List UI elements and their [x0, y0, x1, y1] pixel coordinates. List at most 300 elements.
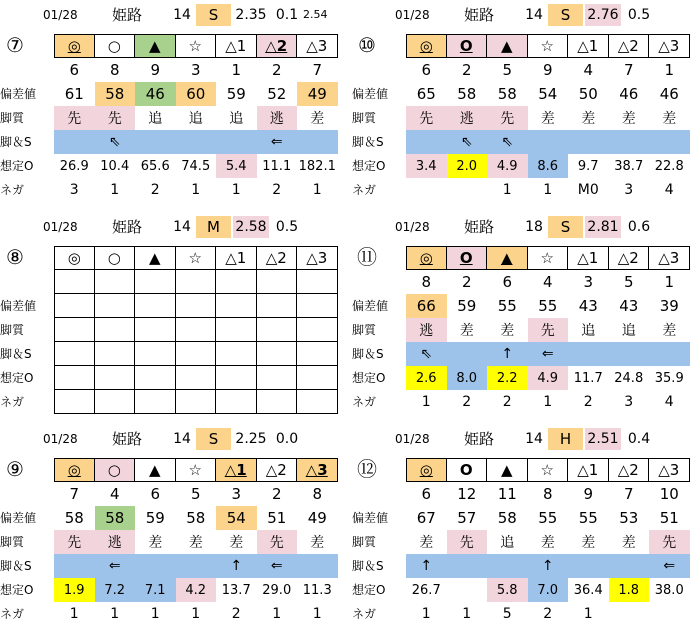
odds-cell: 65.6 — [140, 158, 170, 174]
mark-cell: ▲ — [487, 34, 528, 58]
horse-number-cell: 7 — [623, 485, 634, 503]
race-grade-value: 2.35 — [235, 7, 267, 23]
arrow-cell — [609, 130, 650, 154]
race-extra-value: 0.5 — [627, 7, 651, 23]
mark-cell: O — [447, 458, 488, 482]
running-style-cell: 先 — [54, 530, 95, 554]
horse-number-cell: 2 — [271, 61, 282, 79]
horse-number-cell: 5 — [190, 485, 201, 503]
hensachi-cell: 59 — [226, 85, 246, 103]
empty-cell — [54, 318, 95, 342]
arrow-cell — [297, 130, 338, 154]
hensachi-cell: 61 — [64, 85, 84, 103]
running-style-cell: 先 — [447, 530, 488, 554]
empty-cell — [54, 294, 95, 318]
race-date: 01/28 — [395, 8, 430, 22]
empty-cell — [135, 390, 176, 414]
hensachi-cell: 58 — [186, 509, 206, 527]
race-date: 01/28 — [43, 8, 78, 22]
race-row-marks — [352, 458, 680, 482]
mark-cell: △3 — [649, 34, 690, 58]
race-number-circle: ⑪ — [357, 245, 377, 269]
mark-cell: ◎ — [54, 458, 95, 482]
horse-number-cell: 2 — [461, 273, 472, 291]
row-label: 偏差値 — [352, 87, 389, 101]
nega-cell: 1 — [272, 606, 282, 622]
odds-cell: 8.0 — [447, 366, 488, 390]
horse-number-cell: 3 — [583, 273, 594, 291]
hensachi-cell: 65 — [416, 85, 436, 103]
race-heads: 14 — [173, 7, 191, 23]
race-row-marks — [0, 246, 328, 270]
race-extra-value: 0.0 — [275, 431, 299, 447]
arrow-cell: ⇐ — [270, 134, 283, 150]
horse-number-cell: 7 — [69, 485, 80, 503]
row-label: 想定O — [352, 583, 386, 597]
empty-cell — [135, 342, 176, 366]
running-style-cell: 追 — [621, 323, 636, 339]
nega-cell: 4 — [664, 394, 674, 410]
arrow-cell: ↑ — [230, 558, 243, 574]
hensachi-cell: 51 — [659, 509, 679, 527]
odds-cell: 3.4 — [406, 154, 447, 178]
empty-cell — [216, 270, 257, 294]
race-date: 01/28 — [43, 220, 78, 234]
race-grade-badge: M — [196, 216, 231, 238]
empty-cell — [297, 366, 338, 390]
mark-cell: ◎ — [406, 34, 447, 58]
hensachi-cell: 55 — [497, 297, 517, 315]
nega-cell: 1 — [110, 182, 120, 198]
horse-number-cell: 4 — [109, 485, 120, 503]
running-style-cell: 逃 — [447, 106, 488, 130]
nega-cell: 1 — [69, 606, 79, 622]
race-row-horse_no — [352, 482, 679, 506]
running-style-cell: 差 — [148, 535, 163, 551]
race-grade-value: 2.51 — [585, 428, 621, 450]
odds-cell: 35.9 — [654, 370, 684, 386]
arrow-cell — [649, 130, 690, 154]
odds-cell: 26.9 — [59, 158, 89, 174]
horse-number-cell: 6 — [502, 273, 513, 291]
arrow-cell — [447, 342, 488, 366]
odds-cell: 22.8 — [654, 158, 684, 174]
race-heads: 14 — [525, 431, 543, 447]
race-extra-value-2 — [655, 428, 683, 450]
hensachi-cell: 58 — [497, 509, 517, 527]
race-course: 姫路 — [112, 6, 143, 24]
race-row-hensachi — [352, 294, 679, 318]
mark-cell: △2 — [609, 34, 650, 58]
running-style-cell: 差 — [188, 535, 203, 551]
running-style-cell: 先 — [649, 530, 690, 554]
empty-cell — [176, 366, 217, 390]
row-label: 偏差値 — [0, 299, 37, 313]
nega-cell: 2 — [583, 394, 593, 410]
row-label: ネガ — [352, 607, 377, 621]
empty-cell — [95, 318, 136, 342]
row-label: 脚＆S — [0, 135, 32, 149]
mark-cell: △3 — [297, 34, 338, 58]
odds-cell: 1.9 — [54, 578, 95, 602]
race-header — [352, 428, 674, 450]
hensachi-cell: 55 — [578, 509, 598, 527]
arrow-cell — [176, 554, 217, 578]
odds-cell: 10.4 — [100, 158, 130, 174]
race-grade-value: 2.81 — [585, 216, 621, 238]
row-label: ネガ — [0, 607, 25, 621]
mark-cell: △1 — [216, 34, 257, 58]
hensachi-cell: 55 — [538, 297, 558, 315]
race-row-arrows — [352, 342, 674, 366]
running-style-cell: 差 — [621, 535, 636, 551]
running-style-cell: 追 — [581, 323, 596, 339]
mark-cell: ◎ — [54, 34, 95, 58]
odds-cell: 74.5 — [181, 158, 211, 174]
race-row-odds — [352, 154, 684, 178]
empty-cell — [95, 342, 136, 366]
race-grade-badge: S — [196, 4, 231, 26]
empty-cell — [216, 366, 257, 390]
nega-cell: 3 — [624, 394, 634, 410]
empty-cell — [176, 342, 217, 366]
horse-number-cell: 7 — [312, 61, 323, 79]
race-row-horse_no — [0, 270, 322, 294]
nega-cell: 1 — [421, 394, 431, 410]
horse-number-cell: 6 — [150, 485, 161, 503]
race-extra-value-2 — [655, 4, 683, 26]
nega-cell: 2 — [543, 606, 553, 622]
race-extra-value-2 — [655, 216, 683, 238]
mark-cell: ☆ — [176, 34, 217, 58]
horse-number-cell: 8 — [542, 485, 553, 503]
race-extra-value: 0.1 — [275, 7, 299, 23]
hensachi-cell: 54 — [216, 506, 257, 530]
race-row-style — [0, 530, 325, 554]
row-label: ネガ — [0, 183, 25, 197]
arrow-cell — [406, 130, 447, 154]
horse-number-cell: 1 — [664, 61, 675, 79]
running-style-cell: 差 — [500, 323, 515, 339]
running-style-cell: 差 — [310, 111, 325, 127]
empty-cell — [216, 390, 257, 414]
odds-cell: 29.0 — [262, 582, 292, 598]
empty-cell — [176, 294, 217, 318]
hensachi-cell: 58 — [457, 85, 477, 103]
empty-cell — [135, 270, 176, 294]
empty-cell — [297, 294, 338, 318]
arrow-cell: ↑ — [501, 346, 514, 362]
horse-number-cell: 6 — [421, 61, 432, 79]
mark-cell: △2 — [257, 246, 298, 270]
odds-cell: 5.8 — [487, 578, 528, 602]
odds-cell: 7.1 — [135, 578, 176, 602]
arrow-cell: ⇖ — [108, 134, 121, 150]
running-style-cell: 逃 — [406, 318, 447, 342]
race-row-horse_no — [352, 58, 674, 82]
arrow-cell — [609, 554, 650, 578]
race-header — [0, 4, 328, 26]
running-style-cell: 差 — [540, 535, 555, 551]
hensachi-cell: 58 — [95, 82, 136, 106]
hensachi-cell: 57 — [457, 509, 477, 527]
race-block — [352, 216, 684, 416]
odds-cell: 7.0 — [528, 578, 569, 602]
hensachi-cell: 49 — [307, 509, 327, 527]
mark-cell: △3 — [649, 246, 690, 270]
nega-cell: 1 — [462, 606, 472, 622]
running-style-cell: 逃 — [257, 106, 298, 130]
odds-cell: 11.3 — [302, 582, 332, 598]
race-block — [0, 4, 336, 204]
nega-cell: M0 — [577, 182, 599, 198]
horse-number-cell: 3 — [190, 61, 201, 79]
mark-cell: ▲ — [487, 458, 528, 482]
race-row-arrows — [352, 554, 674, 578]
mark-cell: △1 — [216, 458, 257, 482]
race-row-hensachi — [0, 294, 322, 318]
odds-cell: 11.1 — [262, 158, 292, 174]
race-row-marks — [352, 246, 680, 270]
arrow-cell — [54, 554, 95, 578]
arrow-cell — [216, 130, 257, 154]
hensachi-cell: 54 — [538, 85, 558, 103]
arrow-cell — [649, 342, 690, 366]
running-style-cell: 先 — [54, 106, 95, 130]
horse-number-cell: 4 — [542, 273, 553, 291]
race-row-odds — [0, 578, 332, 602]
row-label: 想定O — [0, 159, 34, 173]
race-row-arrows — [0, 554, 322, 578]
nega-cell: 2 — [462, 394, 472, 410]
odds-cell: 1.8 — [609, 578, 650, 602]
row-label: ネガ — [352, 183, 377, 197]
race-course: 姫路 — [464, 218, 495, 236]
race-row-horse_no — [0, 58, 322, 82]
race-block — [352, 428, 684, 628]
race-course: 姫路 — [112, 218, 143, 236]
hensachi-cell: 55 — [538, 509, 558, 527]
mark-cell: ☆ — [528, 458, 569, 482]
race-row-horse_no — [352, 270, 674, 294]
odds-cell: 4.2 — [176, 578, 217, 602]
mark-cell: △1 — [568, 34, 609, 58]
running-style-cell: 差 — [229, 535, 244, 551]
hensachi-cell: 58 — [64, 509, 84, 527]
row-label: 脚質 — [352, 323, 377, 337]
race-number-circle: ⑫ — [357, 457, 377, 481]
empty-cell — [95, 390, 136, 414]
race-date: 01/28 — [395, 432, 430, 446]
race-row-nega — [352, 390, 674, 414]
race-heads: 14 — [173, 219, 191, 235]
race-block — [0, 428, 332, 628]
race-header — [0, 428, 322, 450]
odds-cell: 38.0 — [654, 582, 684, 598]
race-row-marks — [352, 34, 680, 58]
odds-cell: 2.6 — [406, 366, 447, 390]
hensachi-cell: 59 — [457, 297, 477, 315]
hensachi-cell: 52 — [267, 85, 287, 103]
mark-cell: △1 — [568, 458, 609, 482]
horse-number-cell: 4 — [583, 61, 594, 79]
race-row-horse_no — [0, 482, 322, 506]
empty-cell — [257, 390, 298, 414]
odds-cell: 38.7 — [614, 158, 644, 174]
race-grade-badge: S — [548, 216, 583, 238]
race-row-style — [352, 106, 677, 130]
horse-number-cell: 3 — [231, 485, 242, 503]
mark-cell: ○ — [95, 246, 136, 270]
race-heads: 14 — [525, 7, 543, 23]
odds-cell: 36.4 — [573, 582, 603, 598]
race-row-marks — [0, 458, 328, 482]
nega-cell — [406, 178, 447, 202]
empty-cell — [257, 294, 298, 318]
row-label: 脚＆S — [0, 559, 32, 573]
running-style-cell: 差 — [662, 323, 677, 339]
nega-cell: 1 — [110, 606, 120, 622]
hensachi-cell: 46 — [659, 85, 679, 103]
running-style-cell: 先 — [406, 106, 447, 130]
horse-number-cell: 11 — [497, 485, 517, 503]
race-extra-value-2: 2.54 — [303, 8, 328, 21]
mark-cell: △1 — [216, 246, 257, 270]
mark-cell: O — [447, 246, 488, 270]
running-style-cell: 差 — [459, 323, 474, 339]
race-extra-value: 0.4 — [627, 431, 651, 447]
row-label: 偏差値 — [0, 87, 37, 101]
empty-cell — [54, 366, 95, 390]
race-row-marks — [0, 34, 328, 58]
race-header — [0, 216, 322, 238]
race-row-odds — [0, 366, 322, 390]
horse-number-cell: 8 — [109, 61, 120, 79]
mark-cell: O — [447, 34, 488, 58]
race-extra-value-2 — [303, 216, 331, 238]
running-style-cell: 先 — [95, 106, 136, 130]
arrow-cell — [297, 554, 338, 578]
nega-cell: 1 — [191, 606, 201, 622]
running-style-cell: 差 — [581, 535, 596, 551]
row-label: ネガ — [0, 395, 25, 409]
odds-cell: 2.2 — [487, 366, 528, 390]
horse-number-cell: 1 — [664, 273, 675, 291]
hensachi-cell: 67 — [416, 509, 436, 527]
race-date: 01/28 — [43, 432, 78, 446]
empty-cell — [257, 270, 298, 294]
hensachi-cell: 39 — [659, 297, 679, 315]
odds-cell: 8.6 — [528, 154, 569, 178]
race-row-nega — [352, 178, 674, 202]
running-style-cell: 差 — [662, 111, 677, 127]
hensachi-cell: 59 — [145, 509, 165, 527]
hensachi-cell: 49 — [297, 82, 338, 106]
row-label: 脚＆S — [0, 347, 32, 361]
empty-cell — [216, 318, 257, 342]
mark-cell: △3 — [297, 458, 338, 482]
race-row-hensachi — [352, 506, 679, 530]
odds-cell: 5.4 — [216, 154, 257, 178]
race-row-odds — [352, 366, 684, 390]
race-course: 姫路 — [464, 430, 495, 448]
arrow-cell — [568, 554, 609, 578]
row-label: 脚＆S — [352, 135, 384, 149]
horse-number-cell: 2 — [461, 61, 472, 79]
nega-cell: 5 — [502, 606, 512, 622]
row-label: 脚質 — [352, 535, 377, 549]
race-row-style — [0, 318, 322, 342]
row-label: ネガ — [352, 395, 377, 409]
mark-cell: ◎ — [54, 246, 95, 270]
running-style-cell: 追 — [229, 111, 244, 127]
row-label: 偏差値 — [0, 511, 37, 525]
arrow-cell: ⇐ — [108, 558, 121, 574]
mark-cell: △2 — [257, 458, 298, 482]
mark-cell: ☆ — [528, 34, 569, 58]
odds-cell: 26.7 — [411, 582, 441, 598]
arrow-cell — [135, 130, 176, 154]
arrow-cell: ↑ — [541, 558, 554, 574]
empty-cell — [216, 294, 257, 318]
race-extra-value: 0.5 — [275, 219, 299, 235]
horse-number-cell: 6 — [69, 61, 80, 79]
arrow-cell: ⇖ — [420, 346, 433, 362]
horse-number-cell: 1 — [231, 61, 242, 79]
mark-cell: ○ — [95, 34, 136, 58]
empty-cell — [176, 318, 217, 342]
horse-number-cell: 7 — [623, 61, 634, 79]
horse-number-cell: 8 — [421, 273, 432, 291]
race-number-circle: ⑨ — [6, 457, 24, 481]
arrow-cell — [135, 554, 176, 578]
nega-cell: 1 — [312, 606, 322, 622]
row-label: 脚質 — [0, 535, 25, 549]
race-header — [352, 4, 674, 26]
horse-number-cell: 9 — [583, 485, 594, 503]
race-row-hensachi — [0, 506, 327, 530]
race-date: 01/28 — [395, 220, 430, 234]
row-label: 脚質 — [352, 111, 377, 125]
mark-cell: △3 — [297, 246, 338, 270]
row-label: 脚＆S — [352, 347, 384, 361]
arrow-cell: ↑ — [420, 558, 433, 574]
mark-cell: ○ — [95, 458, 136, 482]
mark-cell: △2 — [257, 34, 298, 58]
race-grade-badge: H — [548, 428, 583, 450]
mark-cell: ▲ — [135, 34, 176, 58]
arrow-cell: ⇐ — [270, 558, 283, 574]
race-heads: 18 — [525, 219, 543, 235]
running-style-cell: 先 — [257, 530, 298, 554]
running-style-cell: 差 — [540, 111, 555, 127]
hensachi-cell: 58 — [497, 85, 517, 103]
arrow-cell — [528, 130, 569, 154]
empty-cell — [95, 366, 136, 390]
row-label: 偏差値 — [352, 511, 389, 525]
mark-cell: ☆ — [176, 458, 217, 482]
hensachi-cell: 46 — [135, 82, 176, 106]
mark-cell: ▲ — [135, 458, 176, 482]
nega-cell: 3 — [69, 182, 79, 198]
mark-cell: ▲ — [135, 246, 176, 270]
empty-cell — [257, 342, 298, 366]
running-style-cell: 逃 — [95, 530, 136, 554]
nega-cell — [609, 602, 650, 626]
empty-cell — [176, 390, 217, 414]
hensachi-cell: 50 — [578, 85, 598, 103]
hensachi-cell: 51 — [267, 509, 287, 527]
